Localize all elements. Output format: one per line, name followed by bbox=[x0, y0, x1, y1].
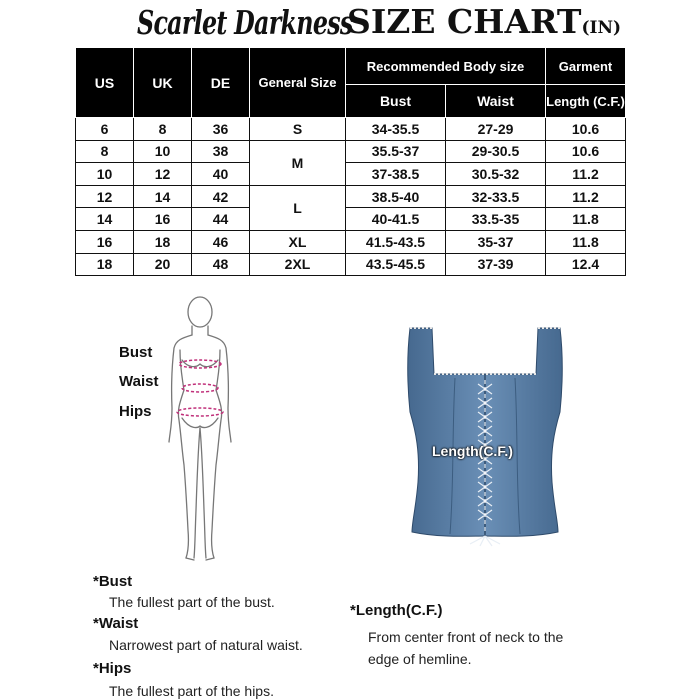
cell-waist: 29-30.5 bbox=[446, 140, 546, 163]
table-row bbox=[76, 230, 626, 253]
cell-uk: 12 bbox=[134, 163, 192, 186]
cell-uk: 14 bbox=[134, 185, 192, 208]
cell-general-size: XL bbox=[250, 230, 346, 253]
col-header-waist: Waist bbox=[446, 85, 546, 118]
cell-length: 10.6 bbox=[546, 140, 626, 163]
cell-us: 6 bbox=[76, 118, 134, 141]
cell-us: 14 bbox=[76, 208, 134, 231]
cell-de: 38 bbox=[192, 140, 250, 163]
cell-de: 36 bbox=[192, 118, 250, 141]
definition-desc-bust: The fullest part of the bust. bbox=[109, 594, 275, 610]
cell-waist: 32-33.5 bbox=[446, 185, 546, 208]
cell-us: 8 bbox=[76, 140, 134, 163]
brand-logo: Scarlet Darkness bbox=[137, 3, 353, 42]
col-header-us: US bbox=[76, 48, 134, 118]
cell-bust: 41.5-43.5 bbox=[346, 230, 446, 253]
corset-illustration bbox=[400, 322, 570, 547]
corset-icon bbox=[400, 322, 570, 547]
cell-us: 12 bbox=[76, 185, 134, 208]
title-unit: (IN) bbox=[581, 18, 622, 38]
body-figure bbox=[160, 290, 240, 570]
garment-length-label: Length(C.F.) bbox=[432, 443, 513, 459]
col-header-de: DE bbox=[192, 48, 250, 118]
cell-uk: 8 bbox=[134, 118, 192, 141]
cell-bust: 37-38.5 bbox=[346, 163, 446, 186]
cell-bust: 43.5-45.5 bbox=[346, 253, 446, 276]
col-header-garment: Garment bbox=[546, 48, 626, 85]
definition-desc-length-line2: edge of hemline. bbox=[368, 651, 472, 667]
figure-label-waist: Waist bbox=[119, 373, 159, 390]
cell-bust: 40-41.5 bbox=[346, 208, 446, 231]
cell-length: 11.8 bbox=[546, 230, 626, 253]
table-row bbox=[76, 185, 626, 208]
cell-waist: 30.5-32 bbox=[446, 163, 546, 186]
cell-us: 18 bbox=[76, 253, 134, 276]
cell-waist: 35-37 bbox=[446, 230, 546, 253]
cell-us: 10 bbox=[76, 163, 134, 186]
table-row bbox=[76, 140, 626, 163]
cell-length: 10.6 bbox=[546, 118, 626, 141]
cell-uk: 16 bbox=[134, 208, 192, 231]
definition-term-waist: *Waist bbox=[93, 615, 139, 632]
cell-general-size: S bbox=[250, 118, 346, 141]
cell-de: 46 bbox=[192, 230, 250, 253]
definition-term-bust: *Bust bbox=[93, 573, 133, 590]
page-title bbox=[347, 0, 621, 44]
definition-term-hips: *Hips bbox=[93, 660, 132, 677]
cell-waist: 27-29 bbox=[446, 118, 546, 141]
cell-uk: 20 bbox=[134, 253, 192, 276]
cell-general-size: L bbox=[250, 185, 346, 230]
size-chart-table bbox=[75, 47, 626, 276]
col-header-general-size: General Size bbox=[250, 48, 346, 118]
col-header-length: Length (C.F.) bbox=[546, 85, 626, 118]
cell-length: 11.2 bbox=[546, 185, 626, 208]
cell-uk: 18 bbox=[134, 230, 192, 253]
cell-general-size: M bbox=[250, 140, 346, 185]
table-row bbox=[76, 208, 626, 231]
definition-desc-hips: The fullest part of the hips. bbox=[109, 683, 274, 699]
col-header-bust: Bust bbox=[346, 85, 446, 118]
col-header-uk: UK bbox=[134, 48, 192, 118]
cell-de: 40 bbox=[192, 163, 250, 186]
figure-label-hips: Hips bbox=[119, 403, 152, 420]
cell-length: 11.2 bbox=[546, 163, 626, 186]
definition-desc-length-line1: From center front of neck to the bbox=[368, 629, 564, 645]
cell-uk: 10 bbox=[134, 140, 192, 163]
definition-desc-waist: Narrowest part of natural waist. bbox=[109, 637, 303, 653]
table-row bbox=[76, 253, 626, 276]
cell-length: 12.4 bbox=[546, 253, 626, 276]
body-outline-icon bbox=[160, 290, 240, 570]
title-text: SIZE CHART bbox=[347, 2, 582, 41]
cell-bust: 35.5-37 bbox=[346, 140, 446, 163]
cell-bust: 34-35.5 bbox=[346, 118, 446, 141]
cell-length: 11.8 bbox=[546, 208, 626, 231]
table-row bbox=[76, 163, 626, 186]
cell-de: 42 bbox=[192, 185, 250, 208]
cell-de: 48 bbox=[192, 253, 250, 276]
figure-label-bust: Bust bbox=[119, 344, 153, 361]
col-header-recommended: Recommended Body size bbox=[346, 48, 546, 85]
cell-general-size: 2XL bbox=[250, 253, 346, 276]
definition-term-length: *Length(C.F.) bbox=[350, 602, 443, 619]
table-row bbox=[76, 118, 626, 141]
cell-bust: 38.5-40 bbox=[346, 185, 446, 208]
cell-waist: 37-39 bbox=[446, 253, 546, 276]
cell-waist: 33.5-35 bbox=[446, 208, 546, 231]
cell-de: 44 bbox=[192, 208, 250, 231]
cell-us: 16 bbox=[76, 230, 134, 253]
